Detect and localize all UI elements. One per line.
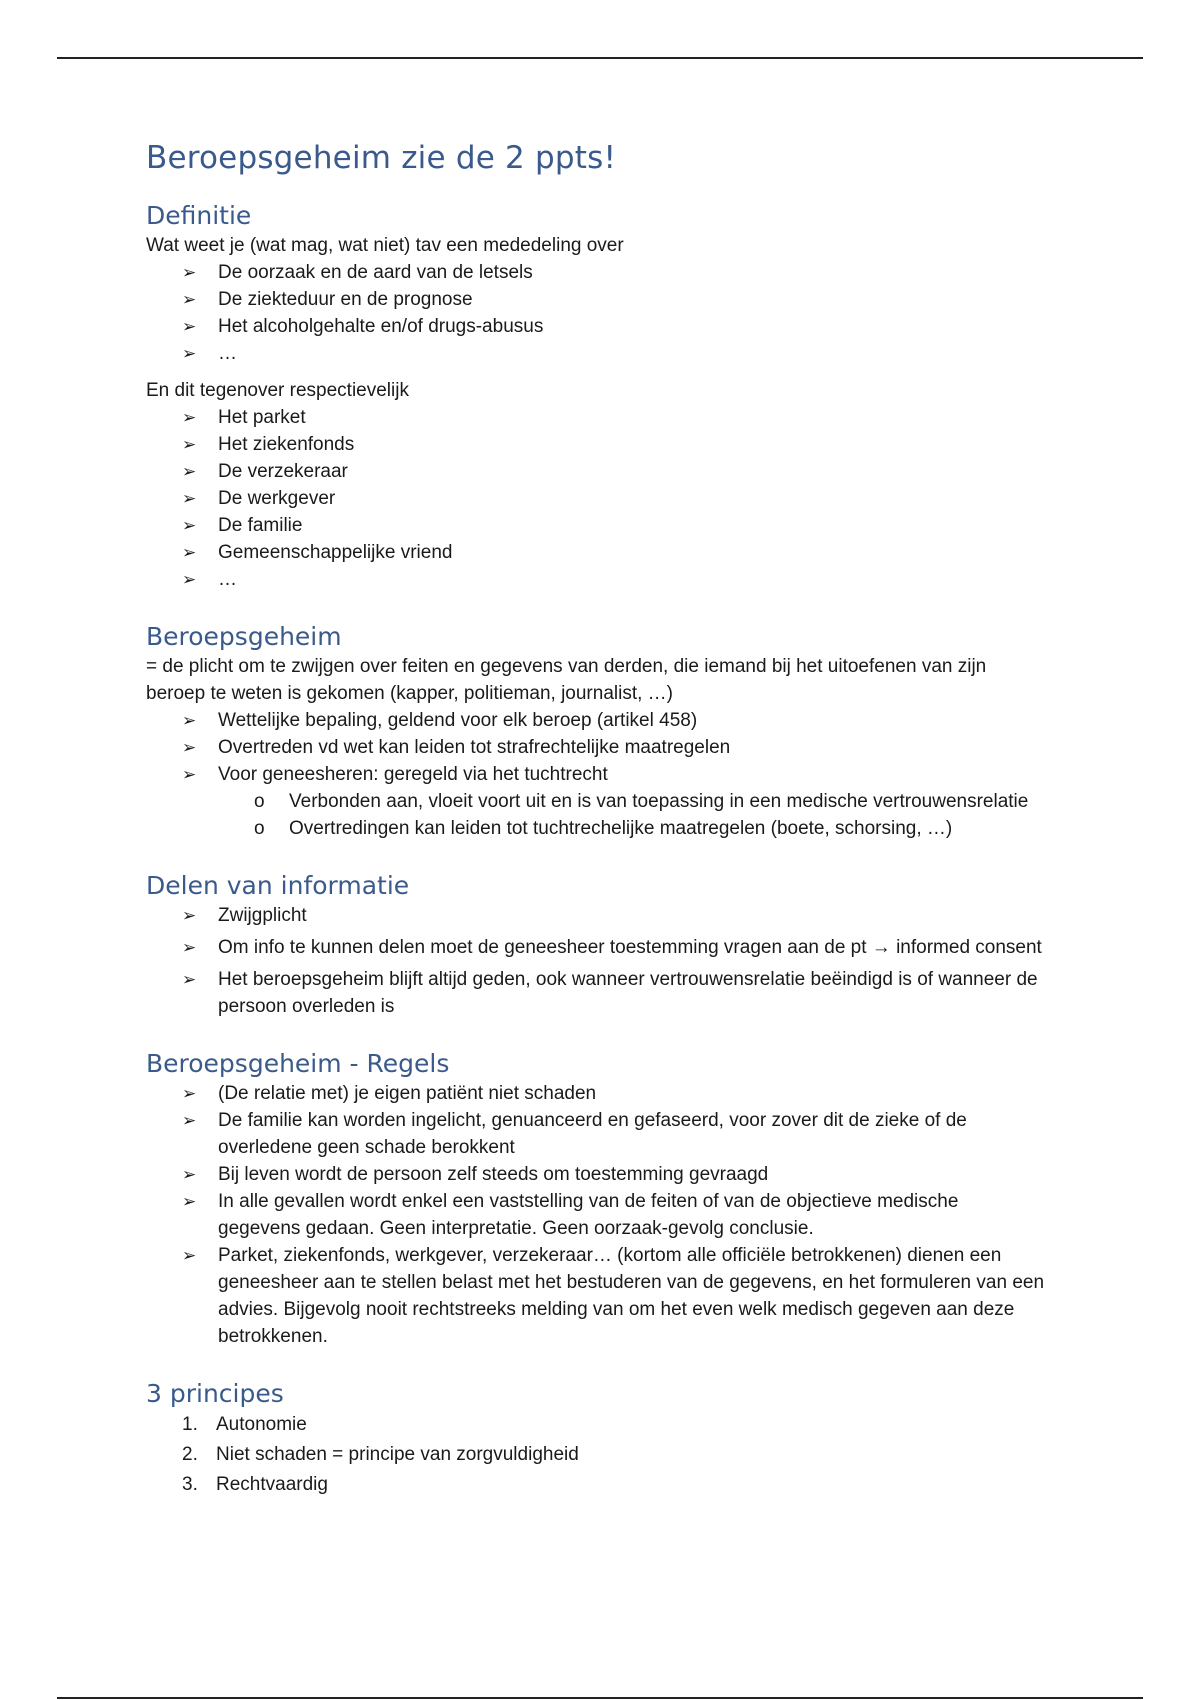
list-item: ➢ Wettelijke bepaling, geldend voor elk beroep (artikel 458) bbox=[146, 707, 1046, 734]
section-regels bbox=[146, 1048, 1046, 1350]
heading-delen: Delen van informatie bbox=[146, 871, 410, 900]
list-number: 1. bbox=[182, 1414, 198, 1435]
list-item: ➢ Bij leven wordt de persoon zelf steeds om toestemming gevraagd bbox=[146, 1161, 1046, 1188]
header-rule bbox=[57, 57, 1143, 59]
list-item: 1. Autonomie bbox=[146, 1410, 1046, 1440]
arrow-bullet-icon: ➢ bbox=[182, 738, 197, 757]
arrow-bullet-icon: ➢ bbox=[182, 489, 197, 508]
circle-bullet-icon: o bbox=[254, 791, 265, 812]
heading-beroepsgeheim: Beroepsgeheim bbox=[146, 622, 342, 651]
definitie-list2 bbox=[146, 404, 1046, 593]
list-item: ➢ De ziekteduur en de prognose bbox=[146, 286, 1046, 313]
list-item: ➢ … bbox=[146, 566, 1046, 593]
arrow-bullet-icon: ➢ bbox=[182, 408, 197, 427]
arrow-bullet-icon: ➢ bbox=[182, 263, 197, 282]
list-item: o Overtredingen kan leiden tot tuchtrechelijke maatregelen (boete, schorsing, …) bbox=[146, 815, 1046, 842]
list-item: ➢ De familie bbox=[146, 512, 1046, 539]
beroepsgeheim-intro: = de plicht om te zwijgen over feiten en gegevens van derden, die iemand bij het uitoefenen van zijn beroep te weten is gekomen (kapper, politieman, journalist, …) bbox=[146, 656, 987, 704]
list-item: o Verbonden aan, vloeit voort uit en is van toepassing in een medische vertrouwensrelatie bbox=[146, 788, 1046, 815]
definitie-intro: Wat weet je (wat mag, wat niet) tav een mededeling over bbox=[146, 235, 624, 256]
list-item: ➢ De werkgever bbox=[146, 485, 1046, 512]
arrow-bullet-icon: ➢ bbox=[182, 1192, 197, 1211]
heading-principes: 3 principes bbox=[146, 1379, 284, 1408]
arrow-bullet-icon: ➢ bbox=[182, 765, 197, 784]
arrow-bullet-icon: ➢ bbox=[182, 543, 197, 562]
list-item: ➢ De familie kan worden ingelicht, genuanceerd en gefaseerd, voor zover dit de zieke of de overledene geen schade berokkent bbox=[146, 1107, 1046, 1161]
document-page bbox=[146, 140, 1046, 1500]
list-item: ➢ De verzekeraar bbox=[146, 458, 1046, 485]
list-item: ➢ Zwijgplicht bbox=[146, 902, 1046, 929]
list-item: ➢ Gemeenschappelijke vriend bbox=[146, 539, 1046, 566]
arrow-bullet-icon: ➢ bbox=[182, 1246, 197, 1265]
list-item: ➢ (De relatie met) je eigen patiënt niet schaden bbox=[146, 1080, 1046, 1107]
circle-bullet-icon: o bbox=[254, 818, 265, 839]
principes-list bbox=[146, 1410, 1046, 1500]
list-number: 2. bbox=[182, 1444, 198, 1465]
list-item: ➢ Parket, ziekenfonds, werkgever, verzekeraar… (kortom alle officiële betrokkenen) dienen een geneesheer aan te stellen belast met het bestuderen van de gegevens, en het formuleren van een advies. Bijgevolg nooit rechtstreeks melding van om het even welk medisch gegeven aan deze betrokkenen. bbox=[146, 1242, 1046, 1350]
arrow-bullet-icon: ➢ bbox=[182, 317, 197, 336]
arrow-bullet-icon: ➢ bbox=[182, 711, 197, 730]
arrow-bullet-icon: ➢ bbox=[182, 1111, 197, 1130]
arrow-bullet-icon: ➢ bbox=[182, 1084, 197, 1103]
document-title: Beroepsgeheim zie de 2 ppts! bbox=[146, 140, 617, 176]
regels-list bbox=[146, 1080, 1046, 1350]
definitie-intro2: En dit tegenover respectievelijk bbox=[146, 380, 409, 401]
section-beroepsgeheim bbox=[146, 621, 1046, 842]
arrow-bullet-icon: ➢ bbox=[182, 970, 197, 989]
list-item: 2. Niet schaden = principe van zorgvuldigheid bbox=[146, 1440, 1046, 1470]
list-item: ➢ Het beroepsgeheim blijft altijd geden, ook wanneer vertrouwensrelatie beëindigd is of wanneer de persoon overleden is bbox=[146, 966, 1046, 1020]
arrow-bullet-icon: ➢ bbox=[182, 462, 197, 481]
list-item: 3. Rechtvaardig bbox=[146, 1470, 1046, 1500]
arrow-bullet-icon: ➢ bbox=[182, 290, 197, 309]
heading-regels: Beroepsgeheim - Regels bbox=[146, 1049, 450, 1078]
section-definitie bbox=[146, 200, 1046, 593]
arrow-bullet-icon: ➢ bbox=[182, 1165, 197, 1184]
section-delen bbox=[146, 870, 1046, 1020]
beroepsgeheim-sublist bbox=[146, 788, 1046, 842]
list-item: ➢ De oorzaak en de aard van de letsels bbox=[146, 259, 1046, 286]
delen-list bbox=[146, 902, 1046, 1020]
list-item: ➢ … bbox=[146, 340, 1046, 367]
footer-rule bbox=[57, 1697, 1143, 1699]
arrow-bullet-icon: ➢ bbox=[182, 938, 197, 957]
list-number: 3. bbox=[182, 1474, 198, 1495]
arrow-bullet-icon: ➢ bbox=[182, 516, 197, 535]
definitie-list bbox=[146, 259, 1046, 367]
list-item: ➢ Overtreden vd wet kan leiden tot strafrechtelijke maatregelen bbox=[146, 734, 1046, 761]
list-item: ➢ Het ziekenfonds bbox=[146, 431, 1046, 458]
arrow-bullet-icon: ➢ bbox=[182, 906, 197, 925]
list-item: ➢ In alle gevallen wordt enkel een vaststelling van de feiten of van de objectieve medische gegevens gedaan. Geen interpretatie. Geen oorzaak-gevolg conclusie. bbox=[146, 1188, 1046, 1242]
list-item: ➢ Het parket bbox=[146, 404, 1046, 431]
beroepsgeheim-list bbox=[146, 707, 1046, 788]
heading-definitie: Definitie bbox=[146, 201, 252, 230]
section-principes bbox=[146, 1378, 1046, 1500]
list-item: ➢ Voor geneesheren: geregeld via het tuchtrecht bbox=[146, 761, 1046, 788]
list-item: ➢ Het alcoholgehalte en/of drugs-abusus bbox=[146, 313, 1046, 340]
arrow-bullet-icon: ➢ bbox=[182, 344, 197, 363]
list-item: ➢ Om info te kunnen delen moet de geneesheer toestemming vragen aan de pt → informed consent bbox=[146, 934, 1046, 961]
arrow-bullet-icon: ➢ bbox=[182, 435, 197, 454]
arrow-bullet-icon: ➢ bbox=[182, 570, 197, 589]
